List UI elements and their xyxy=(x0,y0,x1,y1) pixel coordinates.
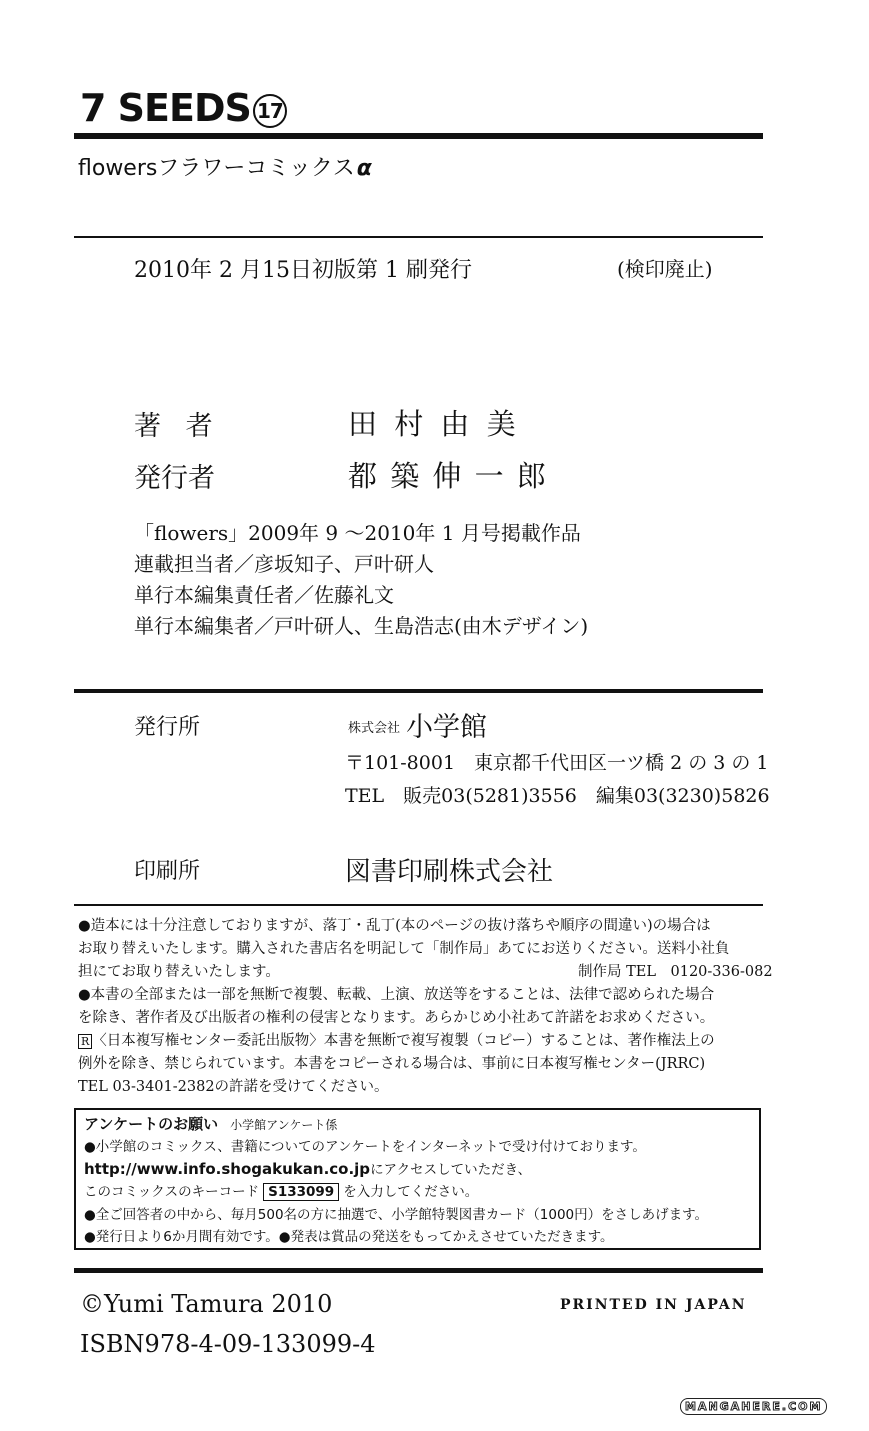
imprint-alpha: α xyxy=(356,156,372,181)
key-code: S133099 xyxy=(263,1183,339,1201)
edition-date: 2010年 2 月15日初版第 1 刷発行 xyxy=(134,258,472,283)
publisher-company xyxy=(348,705,487,744)
notice-line-7: 例外を除き、禁じられています。本書をコピーされる場合は、事前に日本複写権センター(JRRC) xyxy=(78,1056,706,1072)
notice-line-2: お取り替えいたします。購入された書店名を明記して「制作局」あてにお送りください。送料小社負 xyxy=(78,941,730,957)
publisher-person-label: 発行者 xyxy=(134,463,215,494)
notice-line-8: TEL 03-3401-2382の許諾を受けてください。 xyxy=(78,1079,389,1095)
company-name: 小学館 xyxy=(406,712,488,743)
watermark: MANGAHERE.COM xyxy=(680,1398,827,1415)
isbn: ISBN978-4-09-133099-4 xyxy=(80,1330,376,1358)
survey-url[interactable]: http://www.info.shogakukan.co.jp xyxy=(84,1160,371,1178)
author-label: 著 者 xyxy=(134,411,221,442)
copyright: ©Yumi Tamura 2010 xyxy=(80,1290,333,1318)
copyright-r-mark: R xyxy=(78,1034,92,1049)
publisher-address: 〒101-8001 東京都千代田区一ツ橋 2 の 3 の 1 xyxy=(345,752,769,774)
notice-line-6-text: 〈日本複写権センター委託出版物〉本書を無断で複写複製（コピー）することは、著作権法上の xyxy=(92,1033,715,1049)
notice-line-4: ●本書の全部または一部を無断で複製、転載、上演、放送等をすることは、法律で認められた場合 xyxy=(78,987,715,1003)
footer-rule xyxy=(74,1268,763,1273)
survey-line-2-suffix: にアクセスしていただき、 xyxy=(370,1162,532,1178)
author-name: 田 村 由 美 xyxy=(348,407,520,441)
notice-rule xyxy=(74,904,763,906)
printer-label: 印刷所 xyxy=(134,859,201,884)
title-rule xyxy=(74,133,763,139)
imprint-name: flowersフラワーコミックス xyxy=(78,156,355,181)
credits-rule xyxy=(74,689,763,693)
printer-name: 図書印刷株式会社 xyxy=(345,857,554,887)
survey-line-3-suffix: を入力してください。 xyxy=(343,1184,479,1200)
notice-line-6 xyxy=(78,1030,715,1053)
survey-title: アンケートのお願い xyxy=(84,1115,219,1133)
serialization-line-2: 連載担当者／彦坂知子、戸叶研人 xyxy=(134,552,434,576)
printed-in-japan: PRINTED IN JAPAN xyxy=(560,1297,747,1313)
survey-line-2 xyxy=(84,1158,531,1181)
serialization-line-1: 「flowers」2009年 9 ～2010年 1 月号掲載作品 xyxy=(134,521,581,545)
survey-line-3 xyxy=(84,1181,478,1203)
seal-note: (検印廃止) xyxy=(617,257,713,281)
survey-title-row xyxy=(84,1113,337,1134)
book-title xyxy=(80,86,287,130)
publisher-label: 発行所 xyxy=(134,715,201,740)
series-title: 7 SEEDS xyxy=(80,86,251,130)
survey-dept: 小学館アンケート係 xyxy=(230,1118,338,1132)
production-tel: 制作局 TEL 0120-336-082 xyxy=(578,964,773,980)
publisher-person-name: 都 築 伸 一 郎 xyxy=(348,459,548,493)
imprint-line xyxy=(78,151,372,182)
publisher-tel: TEL 販売03(5281)3556 編集03(3230)5826 xyxy=(345,785,770,807)
volume-number: 17 xyxy=(253,94,287,128)
survey-line-1: ●小学館のコミックス、書籍についてのアンケートをインターネットで受け付けております。 xyxy=(84,1139,646,1155)
serialization-line-4: 単行本編集者／戸叶研人、生島浩志(由木デザイン) xyxy=(134,614,589,638)
survey-line-5: ●発行日より6か月間有効です。●発表は賞品の発送をもってかえさせていただきます。 xyxy=(84,1229,614,1245)
notice-line-1: ●造本には十分注意しておりますが、落丁・乱丁(本のページの抜け落ちや順序の間違い)の場合は xyxy=(78,918,711,934)
notice-line-5: を除き、著作者及び出版者の権利の侵害となります。あらかじめ小社あて許諾をお求めください。 xyxy=(78,1010,715,1026)
survey-line-3-prefix: このコミックスのキーコード xyxy=(84,1184,260,1200)
survey-line-4: ●全ご回答者の中から、毎月500名の方に抽選で、小学館特製図書カード（1000円）をさしあげます。 xyxy=(84,1207,709,1223)
serialization-line-3: 単行本編集責任者／佐藤礼文 xyxy=(134,583,394,607)
notice-line-3: 担にてお取り替えいたします。 xyxy=(78,964,280,980)
imprint-rule xyxy=(74,236,763,238)
company-prefix: 株式会社 xyxy=(348,721,401,736)
